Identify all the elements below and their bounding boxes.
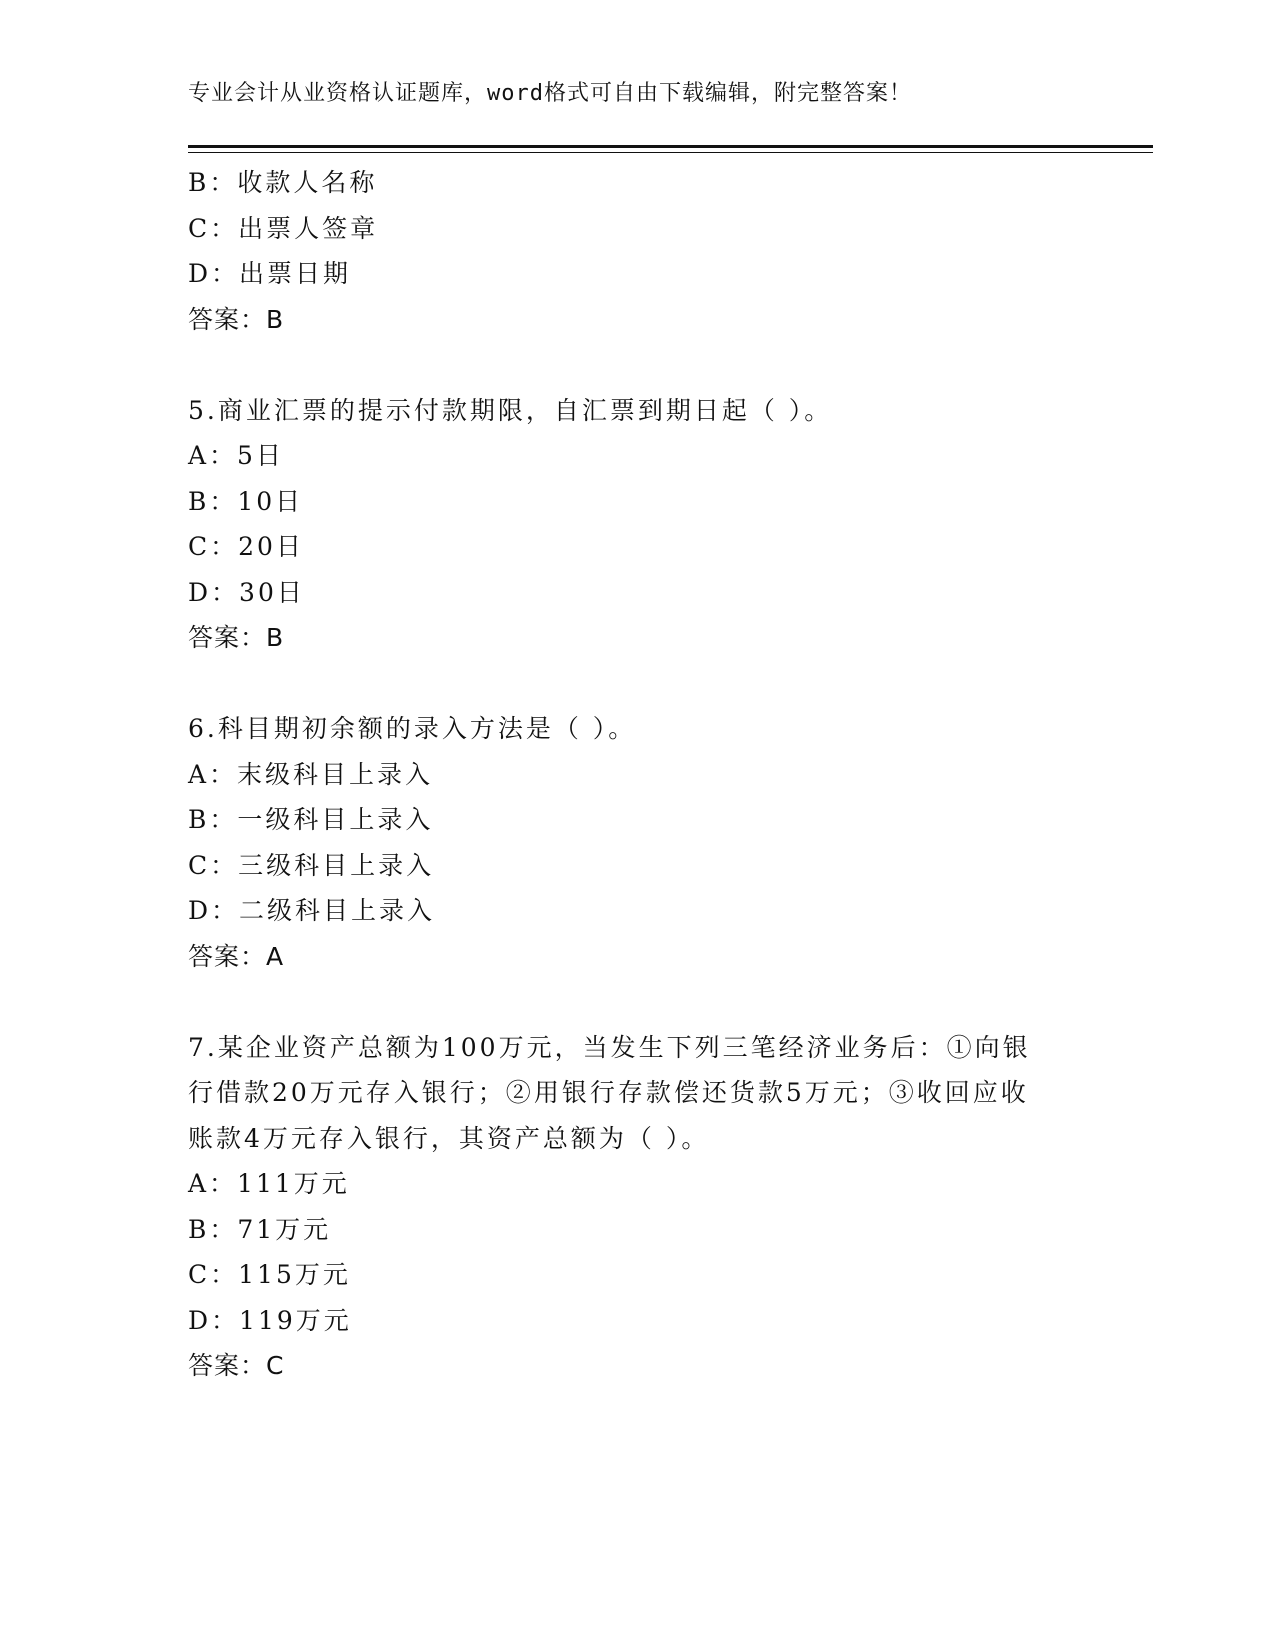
question-list [188, 160, 1088, 1389]
question-stem-line: 账款4万元存入银行，其资产总额为（ ）。 [188, 1123, 710, 1153]
header-rule-thick [188, 145, 1153, 148]
option-c: C：三级科目上录入 [188, 850, 435, 880]
option-d: D：出票日期 [188, 259, 352, 288]
question-stem-line: 行借款20万元存入银行；②用银行存款偿还货款5万元；③收回应收 [188, 1078, 1029, 1107]
option-b: B：收款人名称 [188, 168, 378, 197]
question-5 [188, 388, 1088, 661]
answer: 答案：B [188, 304, 285, 334]
answer: 答案：B [188, 623, 285, 652]
question-4-tail [188, 160, 1088, 342]
option-a: A：111万元 [188, 1169, 350, 1198]
option-c: C：出票人签章 [188, 213, 379, 243]
option-a: A：5日 [188, 441, 284, 470]
spacer [188, 342, 1088, 388]
page-header: 专业会计从业资格认证题库，word格式可自由下载编辑，附完整答案！ [188, 81, 912, 106]
option-d: D：二级科目上录入 [188, 896, 436, 925]
answer: 答案：A [188, 941, 285, 971]
spacer [188, 979, 1088, 1025]
option-d: D：30日 [188, 577, 305, 607]
option-b: B：10日 [188, 486, 304, 516]
question-6 [188, 706, 1088, 979]
option-b: B：71万元 [188, 1214, 332, 1244]
option-c: C：20日 [188, 532, 304, 561]
question-stem: 6.科目期初余额的录入方法是（ ）。 [188, 714, 637, 743]
option-c: C：115万元 [188, 1260, 351, 1289]
question-stem: 5.商业汇票的提示付款期限，自汇票到期日起（ ）。 [188, 395, 833, 425]
header-rule-thin [188, 152, 1153, 153]
question-stem-line: 7.某企业资产总额为100万元，当发生下列三笔经济业务后：①向银 [188, 1032, 1031, 1062]
option-a: A：末级科目上录入 [188, 759, 434, 789]
option-b: B：一级科目上录入 [188, 805, 434, 834]
spacer [188, 661, 1088, 707]
question-7 [188, 1025, 1088, 1389]
option-d: D：119万元 [188, 1305, 352, 1335]
answer: 答案：C [188, 1351, 285, 1380]
